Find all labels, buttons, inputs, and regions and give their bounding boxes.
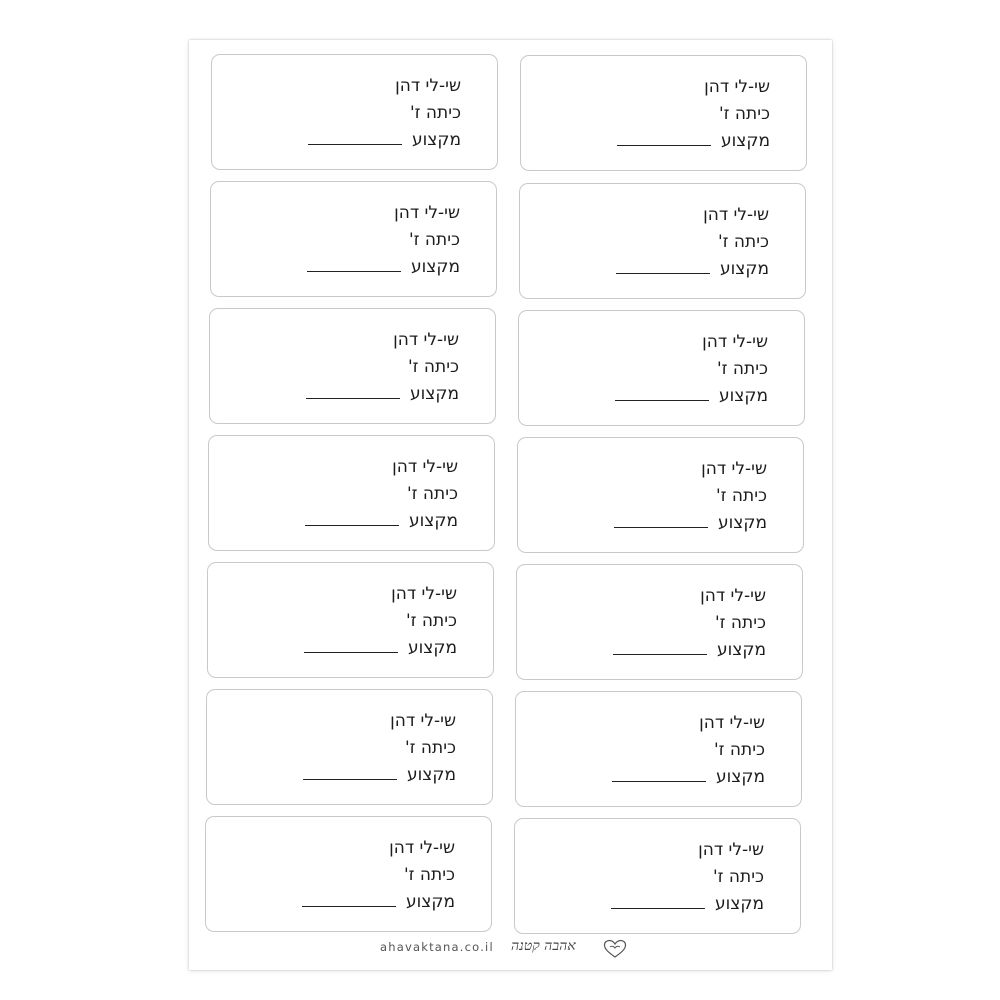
student-grade: כיתה ז' xyxy=(404,738,456,758)
student-grade: כיתה ז' xyxy=(716,359,768,379)
subject-blank-line xyxy=(611,907,705,909)
student-name: שי-לי דהן xyxy=(393,330,459,350)
label-text xyxy=(303,708,456,789)
student-grade: כיתה ז' xyxy=(718,104,770,124)
student-grade: כיתה ז' xyxy=(712,867,764,887)
student-name: שי-לי דהן xyxy=(704,77,770,97)
label-text xyxy=(613,583,766,664)
label-text xyxy=(611,837,764,918)
student-grade: כיתה ז' xyxy=(715,486,767,506)
subject-label: מקצוע xyxy=(410,384,459,404)
student-grade: כיתה ז' xyxy=(717,232,769,252)
subject-row xyxy=(616,256,769,283)
student-grade: כיתה ז' xyxy=(407,357,459,377)
name-label xyxy=(520,55,807,171)
subject-blank-line xyxy=(614,526,708,528)
subject-label: מקצוע xyxy=(406,892,455,912)
student-name: שי-לי דהן xyxy=(389,838,455,858)
subject-blank-line xyxy=(613,653,707,655)
subject-label: מקצוע xyxy=(716,767,765,787)
student-grade: כיתה ז' xyxy=(403,865,455,885)
subject-label: מקצוע xyxy=(718,513,767,533)
subject-label: מקצוע xyxy=(409,511,458,531)
label-text xyxy=(308,73,461,154)
subject-row xyxy=(302,889,455,916)
student-grade: כיתה ז' xyxy=(405,611,457,631)
name-label xyxy=(209,308,496,424)
label-text xyxy=(304,581,457,662)
subject-blank-line xyxy=(307,270,401,272)
subject-label: מקצוע xyxy=(408,638,457,658)
name-label xyxy=(207,562,494,678)
subject-label: מקצוע xyxy=(407,765,456,785)
name-label xyxy=(515,691,802,807)
student-name: שי-לי דהן xyxy=(699,713,765,733)
subject-row xyxy=(617,128,770,155)
student-grade: כיתה ז' xyxy=(409,103,461,123)
name-label xyxy=(211,54,498,170)
subject-row xyxy=(306,381,459,408)
student-name: שי-לי דהן xyxy=(703,205,769,225)
subject-label: מקצוע xyxy=(411,257,460,277)
label-text xyxy=(612,710,765,791)
label-text xyxy=(616,202,769,283)
subject-blank-line xyxy=(616,272,710,274)
name-label xyxy=(208,435,495,551)
student-name: שי-לי דהן xyxy=(394,203,460,223)
student-grade: כיתה ז' xyxy=(714,613,766,633)
subject-row xyxy=(303,762,456,789)
label-text xyxy=(302,835,455,916)
student-name: שי-לי דהן xyxy=(698,840,764,860)
brand-name: אהבה קטנה xyxy=(511,938,576,954)
label-text xyxy=(615,329,768,410)
subject-row xyxy=(615,383,768,410)
subject-blank-line xyxy=(612,780,706,782)
student-grade: כיתה ז' xyxy=(406,484,458,504)
subject-row xyxy=(613,637,766,664)
name-label xyxy=(518,310,805,426)
label-grid xyxy=(189,40,832,970)
subject-blank-line xyxy=(303,778,397,780)
subject-label: מקצוע xyxy=(715,894,764,914)
subject-row xyxy=(611,891,764,918)
sheet-footer xyxy=(189,938,832,960)
subject-blank-line xyxy=(617,144,711,146)
label-text xyxy=(306,327,459,408)
subject-blank-line xyxy=(302,905,396,907)
subject-blank-line xyxy=(305,524,399,526)
sticker-sheet xyxy=(189,40,832,970)
subject-row xyxy=(307,254,460,281)
name-label xyxy=(517,437,804,553)
subject-row xyxy=(304,635,457,662)
subject-blank-line xyxy=(308,143,402,145)
name-label xyxy=(210,181,497,297)
subject-label: מקצוע xyxy=(717,640,766,660)
student-name: שי-לי דהן xyxy=(702,332,768,352)
student-name: שי-לי דהן xyxy=(391,584,457,604)
student-name: שי-לי דהן xyxy=(392,457,458,477)
heart-outline-icon xyxy=(603,939,627,959)
student-grade: כיתה ז' xyxy=(408,230,460,250)
name-label xyxy=(516,564,803,680)
name-label xyxy=(514,818,801,934)
label-text xyxy=(305,454,458,535)
subject-blank-line xyxy=(306,397,400,399)
label-text xyxy=(307,200,460,281)
label-text xyxy=(614,456,767,537)
website-url: ahavaktana.co.il xyxy=(380,940,494,954)
subject-row xyxy=(305,508,458,535)
subject-label: מקצוע xyxy=(719,386,768,406)
student-name: שי-לי דהן xyxy=(700,586,766,606)
student-name: שי-לי דהן xyxy=(701,459,767,479)
student-name: שי-לי דהן xyxy=(390,711,456,731)
subject-label: מקצוע xyxy=(412,130,461,150)
subject-blank-line xyxy=(615,399,709,401)
subject-row xyxy=(614,510,767,537)
name-label xyxy=(206,689,493,805)
subject-row xyxy=(308,127,461,154)
student-grade: כיתה ז' xyxy=(713,740,765,760)
name-label xyxy=(519,183,806,299)
subject-label: מקצוע xyxy=(721,131,770,151)
label-text xyxy=(617,74,770,155)
subject-blank-line xyxy=(304,651,398,653)
subject-label: מקצוע xyxy=(720,259,769,279)
student-name: שי-לי דהן xyxy=(395,76,461,96)
subject-row xyxy=(612,764,765,791)
name-label xyxy=(205,816,492,932)
